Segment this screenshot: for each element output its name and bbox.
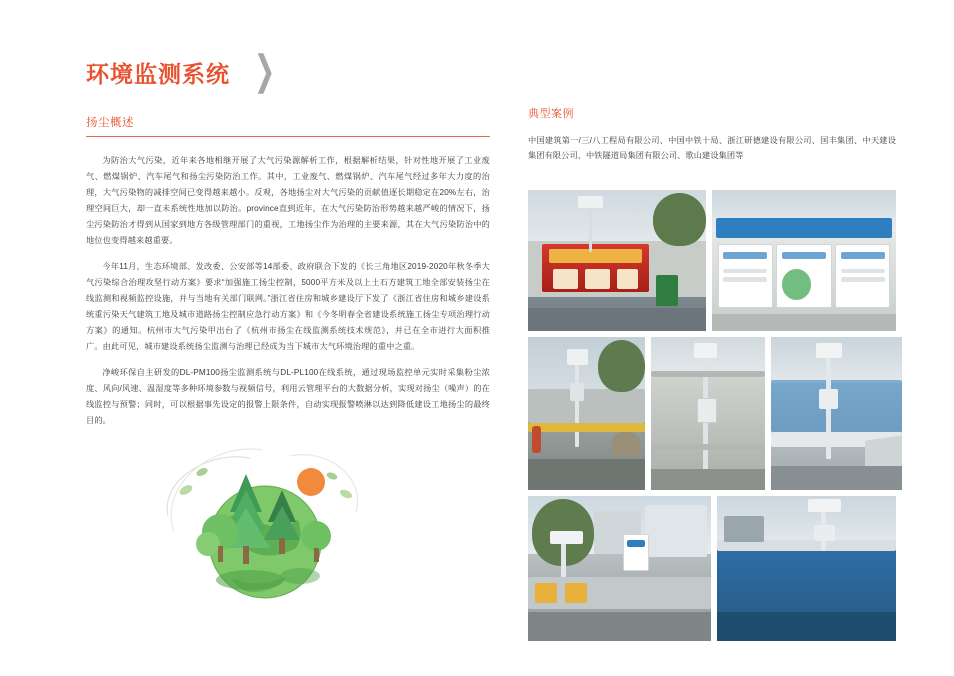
case-photo-grid <box>528 190 896 647</box>
overview-paragraph-2: 今年11月，生态环境部、发改委、公安部等14部委、政府联合下发的《长三角地区2019-2020年秋冬季大气污染综合治理攻坚行动方案》要求“加强施工扬尘控制，5000平方米及以上土石方建筑工地全部安装扬尘在线监测和视频监控设施，并与当地有关部门联网。”浙江省住房和城乡建设厅下发了《浙江省住房和城乡建设系统重污染天气建筑工地及城市道路扬尘控制应急行动方案》和《今冬明春全省建设系统施工扬尘专项治理行动方案》的通知。杭州市大气污染甲出台了《杭州市扬尘在线监测系统技术规范》，并已在全市进行大面积推广。由此可见，城市建设系统扬尘监测与治理已经成为当下城市大气环境治理的重中之重。 <box>86 262 490 351</box>
client-list-text: 中国建筑第一/三/八工程局有限公司、中国中铁十局、浙江研德建设有限公司、国丰集团、中天建设集团有限公司、中铁隧道局集团有限公司、歌山建设集团等 <box>528 136 896 160</box>
page-title: 环境监测系统 <box>86 60 230 87</box>
chevron-right-icon: ❯ <box>253 49 276 94</box>
earth-trees-illustration <box>150 420 380 605</box>
page-title-row <box>86 49 490 94</box>
left-column <box>86 49 490 439</box>
photo-row-2 <box>528 337 896 490</box>
photo-monitor-pole-wall <box>651 337 765 490</box>
overview-paragraph-3: 净峻环保自主研发的DL-PM100扬尘监测系统与DL-PL100在线系统，通过现场监控单元实时采集粉尘浓度、风向/风速、温湿度等多种环境参数与视频信号，利用云管理平台的大数据分析，实现对扬尘（噪声）的在线监控与预警；同时，可以根据事先设定的报警上限条件，自动实现报警喷淋以达到降低建设工地扬尘的最终目的。 <box>86 368 490 425</box>
overview-paragraph-1: 为防治大气污染，近年来各地相继开展了大气污染源解析工作，根据解析结果，针对性地开展了工业废气、燃煤锅炉、汽车尾气和扬尘污染防治工作。其中，工业废气、燃煤锅炉、汽车尾气经过多年大力度的治理，大气污染物的减排空间已变得越来越小。反观，各地扬尘对大气污染的贡献值逐长期稳定在20%左右，治理空间巨大，却一直未系统性地加以防治。province直到近年，在大气污染防治形势越来越严峻的情况下，扬尘污染防治才得到从国家到地方各级管理部门的重视，工地扬尘作为治理的主要来源，其在大气污染防治中的地位也变得越来越重要。 <box>86 156 490 245</box>
photo-monitor-pole-yellow-rail <box>528 337 645 490</box>
section-label-overview: 扬尘概述 <box>86 117 134 129</box>
photo-monitor-pole-blue-wall <box>717 496 896 641</box>
right-column <box>528 105 896 163</box>
photo-row-3 <box>528 496 896 641</box>
photo-row-1 <box>528 190 896 331</box>
divider-left <box>86 136 490 137</box>
overview-body <box>86 153 490 429</box>
section-label-cases: 典型案例 <box>528 108 574 120</box>
photo-monitor-pole-blue-fence <box>771 337 902 490</box>
photo-site-info-boards <box>712 190 896 331</box>
photo-monitor-pole-kechuangyuan <box>528 496 711 641</box>
photo-monitoring-station-red-banner <box>528 190 706 331</box>
